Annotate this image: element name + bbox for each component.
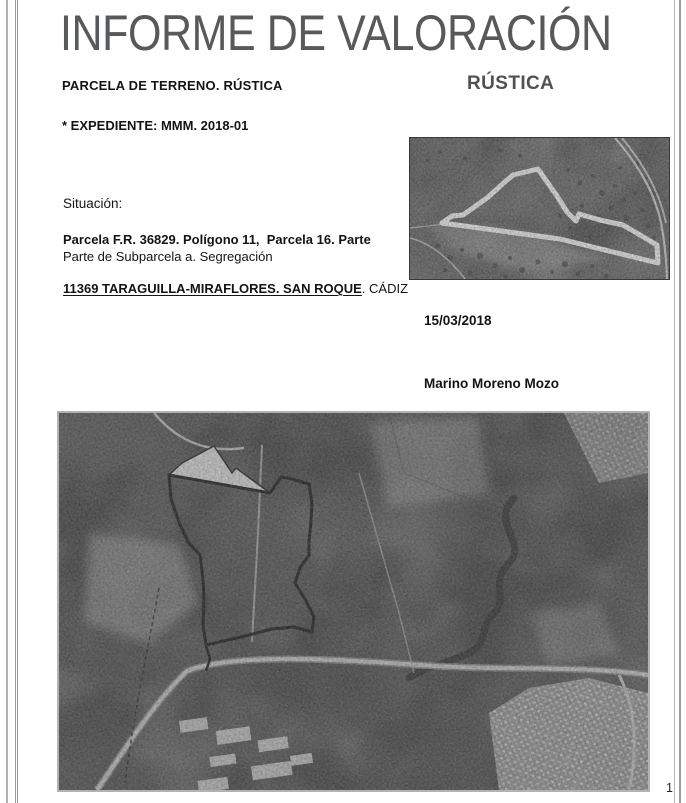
left-margin-line-inner-2 [17, 0, 18, 803]
aerial-overview-map [57, 411, 650, 792]
address-province: . CÁDIZ [361, 281, 409, 296]
right-margin-line-outer [679, 0, 681, 803]
photo-grain-light [410, 138, 669, 279]
parcel-reference-line: Parcela F.R. 36829. Polígono 11, Parcela 16. Parte [63, 232, 371, 247]
aerial-overview-map-graphic [59, 413, 648, 790]
expediente-line: * EXPEDIENTE: MMM. 2018-01 [62, 118, 249, 133]
map-grain-light [59, 413, 648, 790]
address-underlined: 11369 TARAGUILLA-MIRAFLORES. SAN ROQUE [63, 281, 362, 296]
doc-type-heading: PARCELA DE TERRENO. RÚSTICA [62, 78, 283, 93]
subparcel-line: Parte de Subparcela a. Segregación [63, 249, 273, 264]
address-line [63, 281, 408, 296]
left-margin-line [6, 0, 8, 803]
aerial-detail-photo [409, 137, 670, 280]
right-margin-line [674, 0, 675, 803]
author-name: Marino Moreno Mozo [424, 376, 559, 391]
rustica-heading: RÚSTICA [467, 73, 555, 94]
aerial-detail-photo-graphic [410, 138, 669, 279]
page-title: INFORME DE VALORACIÓN [60, 5, 612, 61]
situacion-label: Situación: [63, 196, 123, 211]
page-number: 1 [666, 781, 673, 795]
valuation-date: 15/03/2018 [424, 313, 492, 328]
left-margin-line-inner [15, 0, 16, 803]
